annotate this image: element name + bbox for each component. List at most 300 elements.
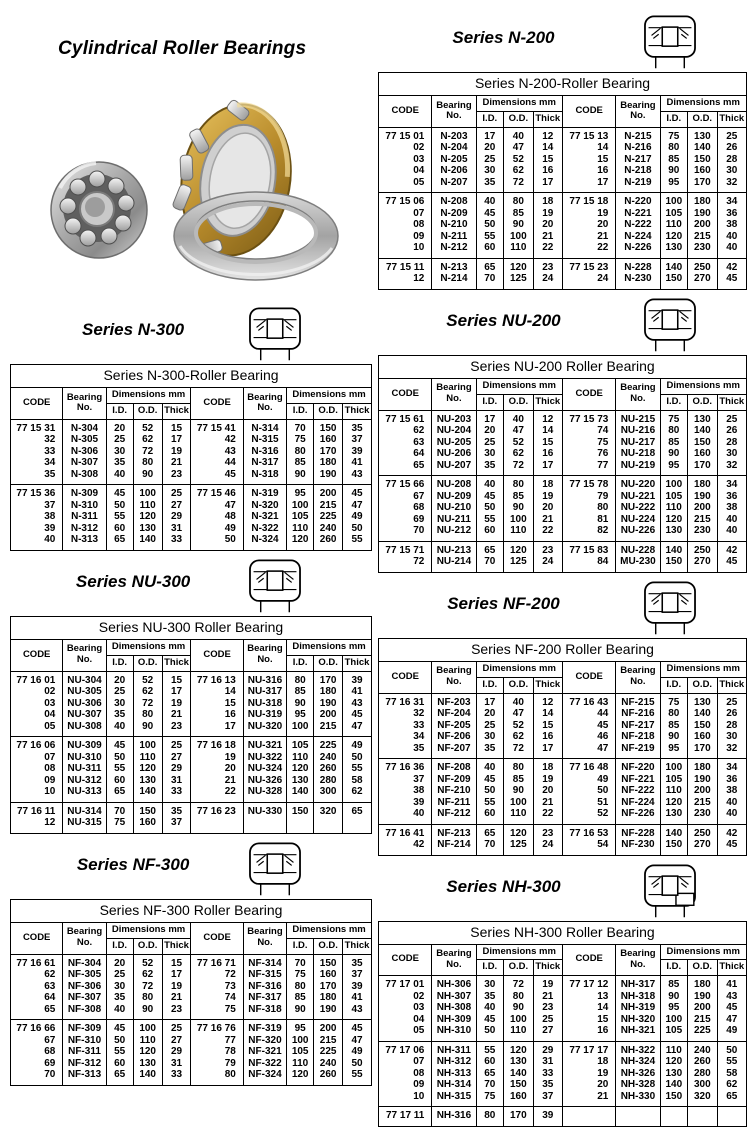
thick-cell: 50 bbox=[343, 752, 372, 764]
bearing-no-cell: N-309 bbox=[63, 485, 106, 500]
bearing-no-cell: NF-320 bbox=[243, 1035, 286, 1047]
od-cell: 90 bbox=[504, 219, 533, 231]
bearing-no-cell: NU-310 bbox=[63, 752, 106, 764]
id-cell: 30 bbox=[106, 698, 133, 710]
od-cell: 100 bbox=[504, 514, 533, 526]
table-row bbox=[11, 686, 372, 698]
table-title-row bbox=[379, 73, 747, 96]
bearing-no-cell: NF-221 bbox=[616, 774, 660, 786]
table-row bbox=[379, 525, 747, 541]
bearing-no-cell: NU-326 bbox=[243, 775, 286, 787]
bearing-no-cell: NH-319 bbox=[616, 1002, 660, 1014]
table-row bbox=[379, 556, 747, 572]
od-cell: 180 bbox=[688, 976, 717, 991]
code-cell: 21 bbox=[562, 1091, 615, 1107]
id-cell: 40 bbox=[476, 476, 504, 491]
od-cell: 160 bbox=[504, 1091, 533, 1107]
thick-cell: 43 bbox=[343, 469, 372, 485]
table-title-row bbox=[11, 365, 372, 388]
id-cell: 90 bbox=[287, 1004, 314, 1020]
id-cell: 45 bbox=[476, 208, 504, 220]
thick-cell: 65 bbox=[343, 802, 372, 817]
thick-cell: 43 bbox=[343, 1004, 372, 1020]
od-cell: 130 bbox=[688, 127, 717, 142]
id-cell: 70 bbox=[476, 839, 504, 855]
bearing-no-header: Bearing No. bbox=[616, 661, 660, 693]
id-cell: 120 bbox=[660, 231, 688, 243]
bearing-no-header: Bearing No. bbox=[432, 944, 476, 976]
code-cell: 33 bbox=[379, 720, 432, 732]
table-row bbox=[379, 797, 747, 809]
bearing-no-cell: NU-205 bbox=[432, 437, 476, 449]
code-cell: 82 bbox=[562, 525, 615, 541]
id-cell: 50 bbox=[476, 502, 504, 514]
id-cell bbox=[287, 817, 314, 833]
thick-cell: 12 bbox=[533, 127, 562, 142]
id-cell: 130 bbox=[660, 525, 688, 541]
bearing-no-cell: NF-209 bbox=[432, 774, 476, 786]
id-cell: 140 bbox=[287, 786, 314, 802]
dimensions-header: Dimensions mm bbox=[476, 96, 562, 112]
od-cell: 170 bbox=[314, 446, 343, 458]
od-cell: 72 bbox=[504, 743, 533, 759]
code-cell: 77 17 06 bbox=[379, 1041, 432, 1056]
bearing-no-cell: NH-314 bbox=[432, 1079, 476, 1091]
id-cell: 95 bbox=[660, 743, 688, 759]
thick-cell: 35 bbox=[162, 802, 191, 817]
thick-cell: 18 bbox=[533, 759, 562, 774]
nf300-roller-bearing-table bbox=[10, 899, 372, 1086]
table-row bbox=[11, 775, 372, 787]
thick-cell: 33 bbox=[162, 786, 191, 802]
table-title: Series NF-300 Roller Bearing bbox=[11, 899, 372, 922]
thick-cell: 19 bbox=[162, 698, 191, 710]
thick-cell: 30 bbox=[717, 731, 746, 743]
bearing-no-cell: N-310 bbox=[63, 500, 106, 512]
code-cell: 44 bbox=[562, 708, 615, 720]
table-row bbox=[379, 759, 747, 774]
code-cell: 81 bbox=[562, 514, 615, 526]
od-cell: 260 bbox=[314, 763, 343, 775]
table-title-row bbox=[11, 616, 372, 639]
thick-header: Thick bbox=[343, 938, 372, 954]
od-cell: 230 bbox=[688, 242, 717, 258]
id-cell: 70 bbox=[476, 1079, 504, 1091]
code-cell: 44 bbox=[191, 457, 243, 469]
thick-cell: 27 bbox=[533, 1025, 562, 1041]
id-header: I.D. bbox=[287, 403, 314, 419]
id-cell: 75 bbox=[287, 969, 314, 981]
id-cell: 120 bbox=[287, 763, 314, 775]
id-cell: 75 bbox=[660, 127, 688, 142]
bearing-no-cell: NF-211 bbox=[432, 797, 476, 809]
dimensions-header: Dimensions mm bbox=[476, 661, 562, 677]
thick-cell: 39 bbox=[343, 981, 372, 993]
id-cell: 45 bbox=[106, 737, 133, 752]
code-cell: 79 bbox=[562, 491, 615, 503]
bearing-no-cell: NU-226 bbox=[616, 525, 660, 541]
od-cell: 260 bbox=[314, 534, 343, 550]
id-cell: 25 bbox=[476, 154, 504, 166]
code-cell: 74 bbox=[191, 992, 243, 1004]
table-title-row bbox=[379, 355, 747, 378]
code-cell: 39 bbox=[379, 797, 432, 809]
thick-cell: 18 bbox=[533, 476, 562, 491]
bearing-no-cell: NU-321 bbox=[243, 737, 286, 752]
thick-cell: 30 bbox=[717, 165, 746, 177]
bearing-no-cell: NU-208 bbox=[432, 476, 476, 491]
id-cell: 60 bbox=[106, 1058, 133, 1070]
table-row bbox=[379, 976, 747, 991]
thick-cell: 20 bbox=[533, 502, 562, 514]
bearing-no-cell: NU-312 bbox=[63, 775, 106, 787]
od-cell: 170 bbox=[688, 743, 717, 759]
bearing-no-cell: N-306 bbox=[63, 446, 106, 458]
thick-cell: 32 bbox=[717, 460, 746, 476]
id-cell: 95 bbox=[660, 460, 688, 476]
code-cell: 77 17 01 bbox=[379, 976, 432, 991]
od-cell: 160 bbox=[133, 817, 162, 833]
n200-roller-bearing-table bbox=[378, 72, 747, 290]
od-cell: 120 bbox=[504, 824, 533, 839]
code-cell: 21 bbox=[191, 775, 243, 787]
bearing-no-cell: NU-218 bbox=[616, 448, 660, 460]
bearing-no-cell: N-313 bbox=[63, 534, 106, 550]
od-cell: 80 bbox=[133, 709, 162, 721]
id-cell: 110 bbox=[287, 523, 314, 535]
od-cell: 270 bbox=[688, 556, 717, 572]
table-row bbox=[379, 785, 747, 797]
bearing-no-cell: N-222 bbox=[616, 219, 660, 231]
series-section-nu300 bbox=[10, 558, 372, 834]
table-row bbox=[379, 1002, 747, 1014]
bearing-no-header: Bearing No. bbox=[243, 388, 286, 420]
bearing-no-cell: NU-311 bbox=[63, 763, 106, 775]
thick-cell: 47 bbox=[343, 721, 372, 737]
od-cell: 215 bbox=[688, 514, 717, 526]
code-cell: 05 bbox=[379, 177, 432, 193]
thick-cell: 12 bbox=[533, 410, 562, 425]
code-cell: 46 bbox=[562, 731, 615, 743]
id-cell: 120 bbox=[660, 514, 688, 526]
id-cell: 20 bbox=[476, 142, 504, 154]
id-cell: 40 bbox=[476, 193, 504, 208]
bearing-no-cell: NU-328 bbox=[243, 786, 286, 802]
thick-cell: 23 bbox=[162, 1004, 191, 1020]
bearing-no-cell: N-205 bbox=[432, 154, 476, 166]
bearing-no-cell: NU-322 bbox=[243, 752, 286, 764]
thick-cell: 42 bbox=[717, 824, 746, 839]
table-row bbox=[11, 981, 372, 993]
thick-cell: 42 bbox=[717, 541, 746, 556]
table-row bbox=[379, 410, 747, 425]
column-header-row bbox=[11, 388, 372, 404]
od-header: O.D. bbox=[688, 111, 717, 127]
od-cell: 110 bbox=[133, 752, 162, 764]
od-cell: 90 bbox=[133, 469, 162, 485]
bearing-no-cell: NU-210 bbox=[432, 502, 476, 514]
id-cell: 17 bbox=[476, 410, 504, 425]
id-cell: 50 bbox=[106, 752, 133, 764]
id-cell: 130 bbox=[660, 808, 688, 824]
table-row bbox=[379, 991, 747, 1003]
code-cell: 67 bbox=[11, 1035, 63, 1047]
id-cell: 105 bbox=[287, 737, 314, 752]
bearing-no-cell: NF-215 bbox=[616, 693, 660, 708]
bearing-no-header: Bearing No. bbox=[616, 378, 660, 410]
thick-cell: 58 bbox=[717, 1068, 746, 1080]
bearing-no-cell: NU-314 bbox=[63, 802, 106, 817]
bearing-no-cell: NF-313 bbox=[63, 1069, 106, 1085]
code-cell: 39 bbox=[11, 523, 63, 535]
thick-cell: 15 bbox=[162, 671, 191, 686]
table-row bbox=[11, 969, 372, 981]
id-cell: 65 bbox=[106, 786, 133, 802]
table-row bbox=[379, 142, 747, 154]
code-cell: 33 bbox=[11, 446, 63, 458]
thick-cell: 15 bbox=[533, 720, 562, 732]
thick-cell: 24 bbox=[533, 839, 562, 855]
od-cell: 47 bbox=[504, 425, 533, 437]
bearing-no-cell: NU-308 bbox=[63, 721, 106, 737]
od-cell: 190 bbox=[314, 1004, 343, 1020]
id-cell: 17 bbox=[476, 127, 504, 142]
code-cell: 77 16 71 bbox=[191, 954, 243, 969]
row-group bbox=[11, 802, 372, 833]
code-header: CODE bbox=[11, 922, 63, 954]
table-row bbox=[379, 774, 747, 786]
code-cell: 65 bbox=[11, 1004, 63, 1020]
id-cell: 75 bbox=[476, 1091, 504, 1107]
thick-cell: 49 bbox=[343, 511, 372, 523]
thick-cell: 14 bbox=[533, 425, 562, 437]
thick-cell: 16 bbox=[533, 165, 562, 177]
bearing-no-cell: NH-326 bbox=[616, 1068, 660, 1080]
od-cell: 62 bbox=[133, 969, 162, 981]
code-cell: 24 bbox=[562, 273, 615, 289]
bearing-no-cell: NU-216 bbox=[616, 425, 660, 437]
thick-cell: 20 bbox=[533, 785, 562, 797]
thick-cell: 19 bbox=[533, 774, 562, 786]
table-row bbox=[11, 1020, 372, 1035]
od-cell: 170 bbox=[314, 671, 343, 686]
od-cell: 160 bbox=[314, 434, 343, 446]
table-row bbox=[379, 154, 747, 166]
code-header: CODE bbox=[379, 944, 432, 976]
id-cell: 65 bbox=[106, 1069, 133, 1085]
bearing-no-cell: N-213 bbox=[432, 258, 476, 273]
column-header-row bbox=[379, 96, 747, 112]
id-cell bbox=[660, 1107, 688, 1127]
bearing-no-cell: N-214 bbox=[432, 273, 476, 289]
od-header: O.D. bbox=[314, 655, 343, 671]
bearing-no-cell: N-304 bbox=[63, 419, 106, 434]
table-title: Series NF-200 Roller Bearing bbox=[379, 638, 747, 661]
thick-cell: 27 bbox=[162, 752, 191, 764]
dimensions-header: Dimensions mm bbox=[106, 388, 191, 404]
bearing-no-cell: NF-207 bbox=[432, 743, 476, 759]
code-cell: 77 16 53 bbox=[562, 824, 615, 839]
id-cell: 35 bbox=[476, 460, 504, 476]
od-cell: 85 bbox=[504, 491, 533, 503]
thick-cell: 29 bbox=[533, 1041, 562, 1056]
thick-cell: 45 bbox=[717, 839, 746, 855]
table-row bbox=[379, 502, 747, 514]
bearing-no-cell: NU-228 bbox=[616, 541, 660, 556]
id-cell: 85 bbox=[287, 457, 314, 469]
code-header: CODE bbox=[191, 639, 243, 671]
od-cell: 215 bbox=[314, 1035, 343, 1047]
bearing-no-cell: N-312 bbox=[63, 523, 106, 535]
thick-cell: 22 bbox=[533, 525, 562, 541]
thick-cell: 33 bbox=[162, 1069, 191, 1085]
row-group bbox=[379, 476, 747, 542]
code-cell: 49 bbox=[562, 774, 615, 786]
table-row bbox=[379, 491, 747, 503]
id-cell: 120 bbox=[287, 1069, 314, 1085]
id-cell: 60 bbox=[476, 525, 504, 541]
od-cell: 80 bbox=[504, 991, 533, 1003]
od-header: O.D. bbox=[133, 655, 162, 671]
code-cell: 77 16 76 bbox=[191, 1020, 243, 1035]
od-cell: 200 bbox=[314, 1020, 343, 1035]
od-cell: 125 bbox=[504, 556, 533, 572]
thick-cell: 27 bbox=[162, 500, 191, 512]
bearing-no-cell: N-218 bbox=[616, 165, 660, 177]
thick-cell: 45 bbox=[343, 1020, 372, 1035]
id-header: I.D. bbox=[660, 111, 688, 127]
id-cell: 35 bbox=[106, 992, 133, 1004]
id-cell: 110 bbox=[660, 785, 688, 797]
id-cell: 105 bbox=[660, 1025, 688, 1041]
code-cell: 38 bbox=[11, 511, 63, 523]
table-row bbox=[379, 177, 747, 193]
od-cell: 130 bbox=[133, 1058, 162, 1070]
od-cell: 130 bbox=[688, 410, 717, 425]
od-cell: 200 bbox=[688, 219, 717, 231]
od-cell: 80 bbox=[133, 457, 162, 469]
dimensions-header: Dimensions mm bbox=[660, 96, 747, 112]
bearing-no-cell: N-220 bbox=[616, 193, 660, 208]
dimensions-header: Dimensions mm bbox=[660, 661, 747, 677]
od-cell: 80 bbox=[504, 476, 533, 491]
id-cell: 45 bbox=[106, 1020, 133, 1035]
thick-cell: 33 bbox=[533, 1068, 562, 1080]
thick-cell: 12 bbox=[533, 693, 562, 708]
od-cell: 90 bbox=[133, 721, 162, 737]
id-cell: 150 bbox=[660, 1091, 688, 1107]
bearing-no-cell: NF-319 bbox=[243, 1020, 286, 1035]
code-cell: 02 bbox=[11, 686, 63, 698]
column-header-row bbox=[379, 378, 747, 394]
thick-cell: 36 bbox=[717, 774, 746, 786]
od-cell: 100 bbox=[133, 737, 162, 752]
bearing-no-cell: NH-311 bbox=[432, 1041, 476, 1056]
code-cell: 22 bbox=[562, 242, 615, 258]
id-cell: 17 bbox=[476, 693, 504, 708]
od-header: O.D. bbox=[688, 394, 717, 410]
bearing-no-cell: NU-213 bbox=[432, 541, 476, 556]
code-cell: 14 bbox=[562, 1002, 615, 1014]
od-header: O.D. bbox=[133, 403, 162, 419]
code-cell: 77 15 06 bbox=[379, 193, 432, 208]
table-row bbox=[379, 448, 747, 460]
thick-cell: 15 bbox=[162, 954, 191, 969]
bearing-no-cell: NU-316 bbox=[243, 671, 286, 686]
bearing-no-cell: NH-310 bbox=[432, 1025, 476, 1041]
od-cell: 170 bbox=[504, 1107, 533, 1127]
table-row bbox=[379, 208, 747, 220]
od-cell: 40 bbox=[504, 410, 533, 425]
code-cell: 74 bbox=[562, 425, 615, 437]
id-cell: 60 bbox=[106, 775, 133, 787]
bearing-no-cell: NF-210 bbox=[432, 785, 476, 797]
thick-cell: 25 bbox=[533, 1014, 562, 1026]
bearing-no-cell: NH-328 bbox=[616, 1079, 660, 1091]
code-cell: 77 15 01 bbox=[379, 127, 432, 142]
bearing-no-cell: NU-204 bbox=[432, 425, 476, 437]
od-cell: 120 bbox=[504, 541, 533, 556]
od-cell: 72 bbox=[133, 698, 162, 710]
od-cell: 170 bbox=[688, 177, 717, 193]
thick-cell: 43 bbox=[717, 991, 746, 1003]
od-cell: 62 bbox=[504, 731, 533, 743]
thick-cell: 21 bbox=[533, 514, 562, 526]
thick-cell: 35 bbox=[533, 1079, 562, 1091]
id-cell: 30 bbox=[476, 165, 504, 177]
bearing-no-cell: NF-203 bbox=[432, 693, 476, 708]
column-header-row bbox=[379, 661, 747, 677]
code-cell: 45 bbox=[191, 469, 243, 485]
code-cell: 50 bbox=[562, 785, 615, 797]
table-row bbox=[11, 457, 372, 469]
od-cell bbox=[314, 817, 343, 833]
nh300-roller-bearing-table bbox=[378, 921, 747, 1127]
bearing-no-cell: N-204 bbox=[432, 142, 476, 154]
dimensions-header: Dimensions mm bbox=[476, 378, 562, 394]
id-cell: 60 bbox=[476, 808, 504, 824]
code-cell: 42 bbox=[191, 434, 243, 446]
code-cell: 77 15 61 bbox=[379, 410, 432, 425]
table-title-row bbox=[379, 921, 747, 944]
thick-cell: 23 bbox=[533, 824, 562, 839]
code-cell: 09 bbox=[379, 1079, 432, 1091]
od-cell: 215 bbox=[688, 1014, 717, 1026]
series-section-n200 bbox=[378, 14, 747, 290]
code-cell: 47 bbox=[191, 500, 243, 512]
row-group bbox=[379, 824, 747, 855]
od-cell: 225 bbox=[314, 737, 343, 752]
code-cell: 77 16 11 bbox=[11, 802, 63, 817]
code-cell: 38 bbox=[379, 785, 432, 797]
bearing-no-cell: NF-222 bbox=[616, 785, 660, 797]
od-cell: 180 bbox=[314, 992, 343, 1004]
id-cell: 50 bbox=[476, 1025, 504, 1041]
thick-cell: 19 bbox=[162, 446, 191, 458]
thick-cell: 25 bbox=[717, 693, 746, 708]
bearing-no-cell: N-315 bbox=[243, 434, 286, 446]
od-cell: 72 bbox=[504, 460, 533, 476]
bearing-no-cell: N-319 bbox=[243, 485, 286, 500]
series-header-nf200 bbox=[378, 580, 747, 638]
thick-cell: 32 bbox=[717, 177, 746, 193]
code-cell: 77 15 31 bbox=[11, 419, 63, 434]
od-cell: 250 bbox=[688, 824, 717, 839]
table-row bbox=[379, 127, 747, 142]
od-cell: 110 bbox=[504, 242, 533, 258]
od-cell: 200 bbox=[688, 502, 717, 514]
id-cell: 105 bbox=[287, 1046, 314, 1058]
